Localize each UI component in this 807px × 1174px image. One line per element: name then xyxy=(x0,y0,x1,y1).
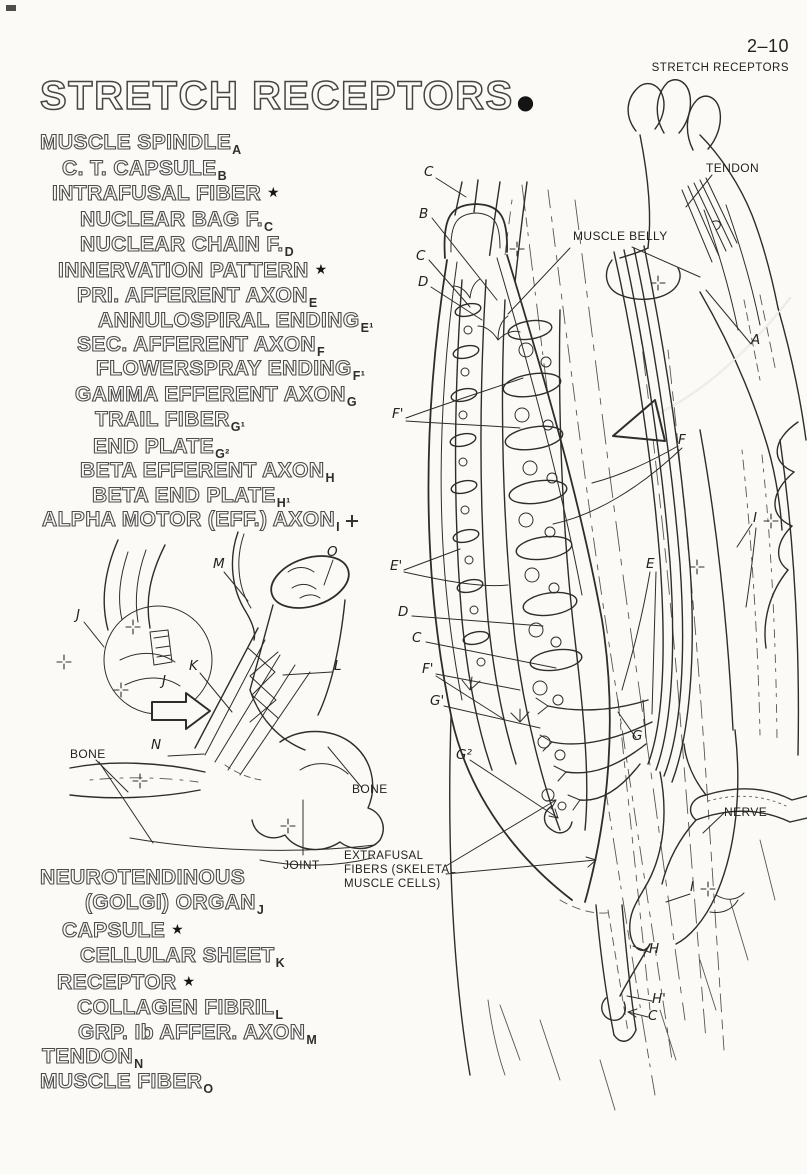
term-subscript: E xyxy=(308,296,318,310)
term-subscript: A xyxy=(232,143,242,157)
term-subscript: M xyxy=(306,1033,318,1047)
term-subscript: D xyxy=(284,245,294,259)
diagram-letter-G-prime: G' xyxy=(430,693,445,709)
term-subscript: H xyxy=(325,471,335,485)
term-row xyxy=(85,891,264,915)
diagram-letter-C-bottom: C xyxy=(648,1008,658,1024)
term-label: TRAIL FIBER xyxy=(95,408,230,431)
term-label: COLLAGEN FIBRIL xyxy=(77,996,275,1019)
caption-extrafusal-line2: FIBERS (SKELETAL xyxy=(344,864,457,876)
page-title-text: STRETCH RECEPTORS xyxy=(40,74,514,118)
term-subscript: N xyxy=(134,1057,144,1071)
term-subscript: O xyxy=(203,1082,214,1096)
diagram-letter-E-prime-left: E' xyxy=(390,558,403,574)
term-row xyxy=(58,259,328,283)
page-number: 2–10 xyxy=(746,36,789,56)
diagram-letter-C-left: C xyxy=(412,630,422,646)
term-label: NUCLEAR CHAIN F. xyxy=(80,233,284,256)
caption-extrafusal-line1: EXTRAFUSAL xyxy=(344,850,424,862)
diagram-letter-C-top: C xyxy=(424,164,434,180)
term-subscript: B xyxy=(217,169,227,183)
diagram-letter-F: F xyxy=(678,432,686,448)
diagram-letter-C-mid: C xyxy=(416,248,426,264)
term-subscript: K xyxy=(275,956,286,970)
term-label: CAPSULE xyxy=(62,919,166,942)
diagram-letter-F-prime-left: F' xyxy=(392,406,404,422)
diagram-letter-O: O xyxy=(327,544,338,560)
term-label: GRP. Ib AFFER. AXON xyxy=(78,1021,306,1044)
term-subscript: G² xyxy=(215,447,230,461)
diagram-letter-M: M xyxy=(213,556,225,572)
term-row xyxy=(80,233,294,257)
term-label: END PLATE xyxy=(93,435,215,458)
term-row xyxy=(40,131,242,155)
term-row xyxy=(77,284,318,308)
gray-cross-icon xyxy=(346,515,358,527)
term-label: (GOLGI) ORGAN xyxy=(85,891,256,914)
term-subscript: G xyxy=(346,395,357,409)
term-subscript: F¹ xyxy=(352,369,366,383)
term-label: ANNULOSPIRAL ENDING xyxy=(98,309,360,332)
diagram-letter-I-lower: I xyxy=(690,879,694,895)
term-label: INNERVATION PATTERN xyxy=(58,259,309,282)
term-label: BETA EFFERENT AXON xyxy=(80,459,325,482)
term-row xyxy=(95,408,245,432)
diagram-letter-I-upper: I xyxy=(753,510,757,526)
diagram-letter-H: H xyxy=(649,941,660,957)
term-subscript: I xyxy=(336,520,340,534)
caption-muscle-belly: MUSCLE BELLY xyxy=(573,229,668,243)
term-label: MUSCLE SPINDLE xyxy=(40,131,232,154)
diagram-letter-L: L xyxy=(334,658,342,674)
term-label: TENDON xyxy=(42,1045,134,1068)
term-row xyxy=(42,1045,144,1069)
diagram-letter-F-prime-lower: F' xyxy=(422,661,434,677)
term-subscript: J xyxy=(256,903,265,917)
diagram-letter-N: N xyxy=(151,737,162,753)
diagram-letter-J-arrow: J xyxy=(162,673,166,689)
term-subscript: F xyxy=(317,345,326,359)
term-label: SEC. AFFERENT AXON xyxy=(77,333,316,356)
term-row xyxy=(80,459,335,483)
term-row xyxy=(52,182,280,206)
caption-bone-left: BONE xyxy=(70,747,106,761)
term-label: FLOWERSPRAY ENDING xyxy=(96,357,352,380)
diagram-letter-D-left: D xyxy=(398,604,409,620)
star-marker: ★ xyxy=(171,922,185,938)
page-title xyxy=(40,74,536,119)
caption-joint: JOINT xyxy=(283,858,320,872)
term-row xyxy=(62,157,227,181)
diagram-letter-J-circle: J xyxy=(76,607,80,623)
title-color-dot: ● xyxy=(516,90,536,114)
term-label: BETA END PLATE xyxy=(92,484,276,507)
term-row xyxy=(77,333,325,357)
term-row xyxy=(75,383,357,407)
caption-nerve: NERVE xyxy=(724,805,768,819)
term-row xyxy=(40,1070,213,1094)
term-row xyxy=(77,996,283,1020)
term-row xyxy=(98,309,374,333)
caption-tendon: TENDON xyxy=(706,161,760,175)
running-title: STRETCH RECEPTORS xyxy=(651,62,789,74)
diagram-letter-E: E xyxy=(646,556,655,572)
term-row xyxy=(80,944,285,968)
term-label: INTRAFUSAL FIBER xyxy=(52,182,262,205)
term-label: NUCLEAR BAG F. xyxy=(80,208,263,231)
caption-extrafusal xyxy=(344,849,456,891)
term-row xyxy=(42,508,358,532)
term-row xyxy=(57,971,195,995)
diagram-letter-D-top: D xyxy=(418,274,429,290)
term-subscript: E¹ xyxy=(360,321,374,335)
term-label: GAMMA EFFERENT AXON xyxy=(75,383,346,406)
caption-extrafusal-line3: MUSCLE CELLS) xyxy=(344,878,441,890)
star-marker: ★ xyxy=(267,185,280,201)
term-label: C. T. CAPSULE xyxy=(62,157,217,180)
term-label: CELLULAR SHEET xyxy=(80,944,275,967)
diagram-letter-B: B xyxy=(419,206,429,222)
term-row xyxy=(62,919,184,943)
star-marker: ★ xyxy=(314,262,328,278)
term-row xyxy=(96,357,365,381)
term-row xyxy=(80,208,273,232)
term-subscript: L xyxy=(275,1008,284,1022)
term-label: PRI. AFFERENT AXON xyxy=(77,284,308,307)
term-row xyxy=(93,435,230,459)
caption-bone-right: BONE xyxy=(352,782,388,796)
term-row xyxy=(92,484,291,508)
diagram-letter-A: A xyxy=(751,332,761,348)
term-label: NEUROTENDINOUS xyxy=(40,866,246,889)
term-subscript: H¹ xyxy=(276,496,291,510)
diagram-letter-H-prime: H' xyxy=(652,991,666,1007)
term-subscript: C xyxy=(263,220,274,234)
diagram-letter-G: G xyxy=(632,728,643,744)
diagram-letter-G-two: G² xyxy=(456,747,472,763)
diagram-letter-K: K xyxy=(189,658,198,674)
term-label: RECEPTOR xyxy=(57,971,177,994)
star-marker: ★ xyxy=(182,974,196,990)
term-label: ALPHA MOTOR (EFF.) AXON xyxy=(42,508,336,531)
term-row xyxy=(78,1021,317,1045)
term-row xyxy=(40,866,245,890)
term-label: MUSCLE FIBER xyxy=(40,1070,203,1093)
term-subscript: G¹ xyxy=(230,420,246,434)
